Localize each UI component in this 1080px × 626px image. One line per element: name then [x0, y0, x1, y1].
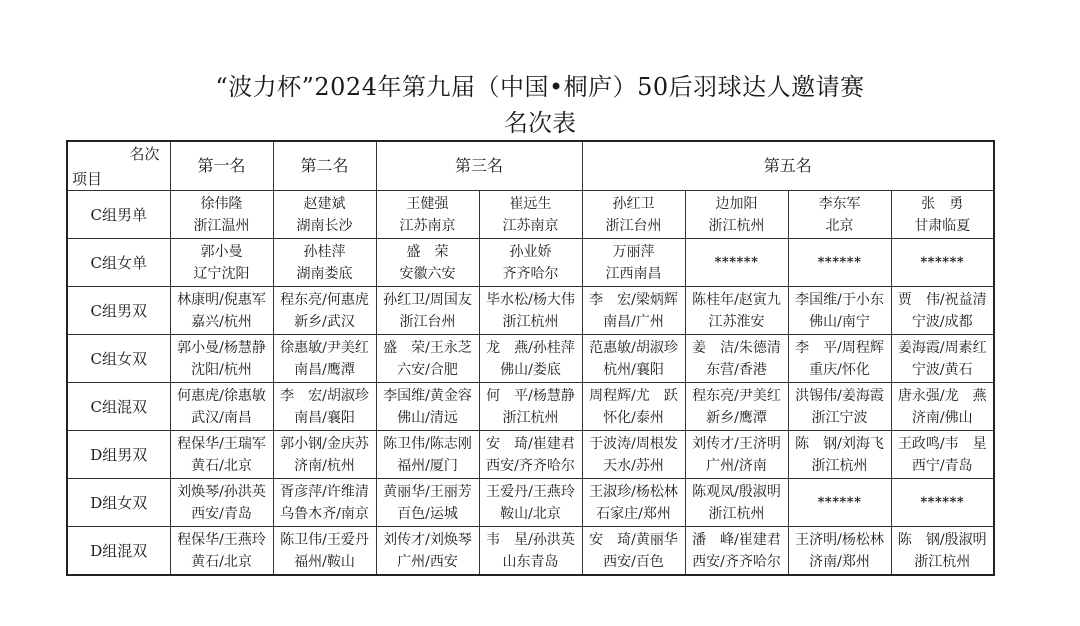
- result-cell: [582, 335, 685, 383]
- result-cell: [582, 479, 685, 527]
- table-row: [67, 383, 994, 431]
- result-cell: [376, 335, 479, 383]
- player-names: 张 勇: [921, 195, 964, 212]
- empty-placeholder: ******: [817, 494, 862, 510]
- player-names: 徐伟隆: [200, 195, 243, 212]
- player-names: 姜海霞/周素红: [897, 339, 987, 356]
- result-cell: [685, 383, 788, 431]
- result-cell: [273, 239, 376, 287]
- event-name-cell: C组男单: [67, 191, 170, 239]
- player-names: 郭小曼: [200, 243, 243, 260]
- player-region: 黄石/北京: [191, 457, 252, 474]
- header-third-place: 第三名: [376, 141, 582, 191]
- player-names: 韦 星/孙洪英: [486, 531, 575, 548]
- table-row: [67, 287, 994, 335]
- document-title: “波力杯”2024年第九届（中国•桐庐）50后羽球达人邀请赛: [215, 73, 865, 101]
- player-names: 盛 荣: [406, 243, 449, 260]
- player-region: 江西南昌: [605, 265, 662, 282]
- player-names: 何惠虎/徐惠敏: [177, 387, 266, 404]
- player-names: 程东亮/何惠虎: [280, 291, 369, 308]
- result-cell: [376, 191, 479, 239]
- event-name-cell: C组男双: [67, 287, 170, 335]
- player-region: 浙江杭州: [502, 313, 559, 330]
- player-region: 福州/厦门: [397, 457, 458, 474]
- player-region: 百色/运城: [397, 505, 458, 522]
- player-region: 广州/西安: [397, 553, 458, 570]
- result-cell: [582, 239, 685, 287]
- result-cell: [685, 479, 788, 527]
- result-cell: [376, 431, 479, 479]
- result-cell: [891, 191, 994, 239]
- player-names: 唐永强/龙 燕: [897, 387, 987, 404]
- player-names: 陈观凤/殷淑明: [692, 483, 781, 500]
- result-cell: [273, 287, 376, 335]
- player-names: 王淑珍/杨松林: [589, 483, 678, 500]
- player-region: 山东青岛: [502, 553, 559, 570]
- player-region: 重庆/怀化: [809, 361, 870, 378]
- player-names: 毕水松/杨大伟: [486, 291, 575, 308]
- document-subtitle: 名次表: [504, 109, 576, 137]
- player-names: 林康明/倪惠军: [177, 291, 266, 308]
- result-cell: [788, 191, 891, 239]
- result-cell: [685, 335, 788, 383]
- result-cell: [582, 527, 685, 576]
- player-names: 李 平/周程辉: [795, 339, 884, 356]
- player-region: 西安/百色: [603, 553, 664, 570]
- result-cell: [479, 191, 582, 239]
- player-names: 贾 伟/祝益清: [897, 291, 987, 308]
- result-cell: [376, 527, 479, 576]
- table-row: [67, 239, 994, 287]
- player-region: 新乡/鹰潭: [706, 409, 767, 426]
- player-region: 江苏淮安: [708, 313, 765, 330]
- event-name-cell: D组女双: [67, 479, 170, 527]
- player-region: 天水/苏州: [603, 457, 664, 474]
- result-cell: [479, 335, 582, 383]
- player-names: 孙红卫: [612, 195, 655, 212]
- event-name-cell: C组混双: [67, 383, 170, 431]
- player-region: 佛山/清远: [397, 409, 458, 426]
- player-region: 济南/郑州: [809, 553, 870, 570]
- player-names: 王爱丹/王燕玲: [486, 483, 575, 500]
- player-region: 西安/齐齐哈尔: [486, 457, 575, 474]
- player-region: 浙江杭州: [708, 217, 765, 234]
- result-cell: [788, 287, 891, 335]
- player-names: 程东亮/尹美红: [692, 387, 781, 404]
- player-names: 陈卫伟/陈志刚: [383, 435, 472, 452]
- player-region: 齐齐哈尔: [502, 265, 559, 282]
- result-cell: [891, 239, 994, 287]
- player-region: 佛山/南宁: [809, 313, 870, 330]
- result-cell: [273, 431, 376, 479]
- result-cell: [170, 191, 273, 239]
- player-names: 徐惠敏/尹美红: [280, 339, 369, 356]
- result-cell: [891, 383, 994, 431]
- result-cell: [891, 287, 994, 335]
- player-region: 鞍山/北京: [500, 505, 561, 522]
- player-region: 西安/齐齐哈尔: [692, 553, 781, 570]
- player-names: 王政鸣/韦 星: [897, 435, 987, 452]
- player-names: 周程辉/尤 跃: [589, 387, 678, 404]
- player-names: 程保华/王燕玲: [177, 531, 266, 548]
- player-names: 崔远生: [509, 195, 552, 212]
- player-region: 江苏南京: [399, 217, 456, 234]
- player-region: 浙江台州: [399, 313, 456, 330]
- player-names: 郭小钢/金庆苏: [280, 435, 369, 452]
- table-row: [67, 335, 994, 383]
- result-cell: [685, 527, 788, 576]
- player-region: 辽宁沈阳: [193, 265, 250, 282]
- player-region: 福州/鞍山: [294, 553, 355, 570]
- player-region: 黄石/北京: [191, 553, 252, 570]
- result-cell: [685, 431, 788, 479]
- result-cell: [170, 287, 273, 335]
- player-region: 浙江杭州: [708, 505, 765, 522]
- player-region: 甘肃临夏: [914, 217, 971, 234]
- player-region: 西宁/青岛: [911, 457, 973, 474]
- empty-placeholder: ******: [920, 254, 965, 270]
- result-cell: [273, 527, 376, 576]
- player-region: 安徽六安: [399, 265, 456, 282]
- player-names: 胥彦萍/许维清: [280, 483, 369, 500]
- player-names: 陈卫伟/王爱丹: [280, 531, 369, 548]
- player-names: 孙红卫/周国友: [383, 291, 472, 308]
- result-cell: [788, 335, 891, 383]
- result-cell: [582, 431, 685, 479]
- result-cell: [685, 239, 788, 287]
- player-names: 龙 燕/孙桂萍: [486, 339, 575, 356]
- result-cell: [685, 287, 788, 335]
- player-region: 佛山/娄底: [500, 361, 561, 378]
- player-region: 湖南娄底: [296, 265, 353, 282]
- result-cell: [582, 191, 685, 239]
- result-cell: [891, 335, 994, 383]
- player-region: 浙江杭州: [811, 457, 868, 474]
- event-name-cell: C组女双: [67, 335, 170, 383]
- player-names: 于波涛/周根发: [589, 435, 678, 452]
- player-names: 刘焕琴/孙洪英: [177, 483, 266, 500]
- player-names: 何 平/杨慧静: [486, 387, 575, 404]
- result-cell: [891, 431, 994, 479]
- player-names: 王济明/杨松林: [795, 531, 884, 548]
- result-cell: [273, 335, 376, 383]
- player-region: 浙江台州: [605, 217, 662, 234]
- table-row: [67, 431, 994, 479]
- result-cell: [170, 527, 273, 576]
- table-row: [67, 191, 994, 239]
- player-names: 赵建斌: [303, 195, 346, 212]
- player-region: 湖南长沙: [296, 217, 353, 234]
- result-cell: [788, 431, 891, 479]
- empty-placeholder: ******: [817, 254, 862, 270]
- result-cell: [582, 287, 685, 335]
- player-names: 李东军: [818, 195, 861, 212]
- player-region: 宁波/黄石: [911, 361, 973, 378]
- result-cell: [479, 383, 582, 431]
- empty-placeholder: ******: [714, 254, 759, 270]
- event-name-cell: D组男双: [67, 431, 170, 479]
- result-cell: [891, 527, 994, 576]
- player-region: 南昌/襄阳: [294, 409, 355, 426]
- event-name-cell: D组混双: [67, 527, 170, 576]
- player-region: 武汉/南昌: [191, 409, 252, 426]
- result-cell: [582, 383, 685, 431]
- result-cell: [170, 479, 273, 527]
- player-region: 宁波/成都: [911, 313, 973, 330]
- header-corner-cell: [67, 141, 170, 191]
- player-names: 刘传才/刘焕琴: [383, 531, 472, 548]
- player-region: 新乡/武汉: [294, 313, 355, 330]
- player-region: 东营/香港: [706, 361, 767, 378]
- result-cell: [891, 479, 994, 527]
- player-names: 王健强: [406, 195, 449, 212]
- corner-rank-label: 名次: [129, 145, 160, 163]
- player-region: 沈阳/杭州: [191, 361, 252, 378]
- player-region: 南昌/广州: [603, 313, 664, 330]
- player-names: 孙业娇: [509, 243, 552, 260]
- result-cell: [479, 287, 582, 335]
- player-names: 孙桂萍: [303, 243, 346, 260]
- player-names: 万丽萍: [612, 243, 655, 260]
- result-cell: [170, 335, 273, 383]
- ranking-table: [66, 140, 995, 576]
- header-first-place: 第一名: [170, 141, 273, 191]
- player-names: 盛 荣/王永芝: [383, 339, 472, 356]
- result-cell: [376, 479, 479, 527]
- result-cell: [170, 383, 273, 431]
- player-names: 姜 洁/朱德清: [692, 339, 781, 356]
- player-names: 李国维/黄金容: [383, 387, 472, 404]
- result-cell: [376, 383, 479, 431]
- player-region: 济南/杭州: [294, 457, 355, 474]
- player-region: 浙江杭州: [914, 553, 971, 570]
- result-cell: [479, 527, 582, 576]
- player-names: 潘 峰/崔建君: [692, 531, 781, 548]
- table-header-row: [67, 141, 994, 191]
- result-cell: [479, 431, 582, 479]
- table-row: [67, 479, 994, 527]
- header-fifth-place: 第五名: [582, 141, 994, 191]
- player-names: 陈桂年/赵寅九: [692, 291, 781, 308]
- player-region: 广州/济南: [706, 457, 767, 474]
- result-cell: [479, 479, 582, 527]
- player-region: 西安/青岛: [191, 505, 252, 522]
- table-row: [67, 527, 994, 576]
- player-region: 浙江宁波: [811, 409, 868, 426]
- result-cell: [170, 431, 273, 479]
- player-region: 浙江温州: [193, 217, 250, 234]
- player-region: 乌鲁木齐/南京: [280, 505, 369, 522]
- result-cell: [685, 191, 788, 239]
- player-region: 嘉兴/杭州: [191, 313, 252, 330]
- result-cell: [376, 287, 479, 335]
- player-region: 杭州/襄阳: [603, 361, 664, 378]
- header-second-place: 第二名: [273, 141, 376, 191]
- player-region: 济南/佛山: [911, 409, 973, 426]
- player-region: 怀化/泰州: [603, 409, 664, 426]
- player-names: 范惠敏/胡淑珍: [589, 339, 678, 356]
- player-names: 边加阳: [715, 195, 758, 212]
- empty-placeholder: ******: [920, 494, 965, 510]
- result-cell: [376, 239, 479, 287]
- corner-item-label: 项目: [72, 170, 103, 188]
- player-names: 陈 钢/刘海飞: [795, 435, 884, 452]
- player-names: 安 琦/崔建君: [486, 435, 575, 452]
- result-cell: [273, 383, 376, 431]
- player-names: 陈 钢/殷淑明: [897, 531, 987, 548]
- player-names: 黄丽华/王丽芳: [383, 483, 472, 500]
- result-cell: [273, 479, 376, 527]
- player-names: 刘传才/王济明: [692, 435, 781, 452]
- player-region: 六安/合肥: [397, 361, 458, 378]
- player-names: 安 琦/黄丽华: [589, 531, 678, 548]
- player-region: 江苏南京: [502, 217, 559, 234]
- event-name-cell: C组女单: [67, 239, 170, 287]
- result-cell: [170, 239, 273, 287]
- player-region: 浙江杭州: [502, 409, 559, 426]
- result-cell: [788, 383, 891, 431]
- player-names: 李 宏/胡淑珍: [280, 387, 369, 404]
- player-names: 程保华/王瑞军: [177, 435, 266, 452]
- player-region: 南昌/鹰潭: [294, 361, 355, 378]
- player-names: 李国维/于小东: [795, 291, 884, 308]
- result-cell: [788, 527, 891, 576]
- player-names: 洪锡伟/姜海霞: [795, 387, 884, 404]
- result-cell: [788, 479, 891, 527]
- player-names: 郭小曼/杨慧静: [177, 339, 266, 356]
- result-cell: [788, 239, 891, 287]
- result-cell: [479, 239, 582, 287]
- result-cell: [273, 191, 376, 239]
- player-region: 石家庄/郑州: [596, 505, 671, 522]
- player-region: 北京: [825, 217, 854, 234]
- player-names: 李 宏/梁炳辉: [589, 291, 678, 308]
